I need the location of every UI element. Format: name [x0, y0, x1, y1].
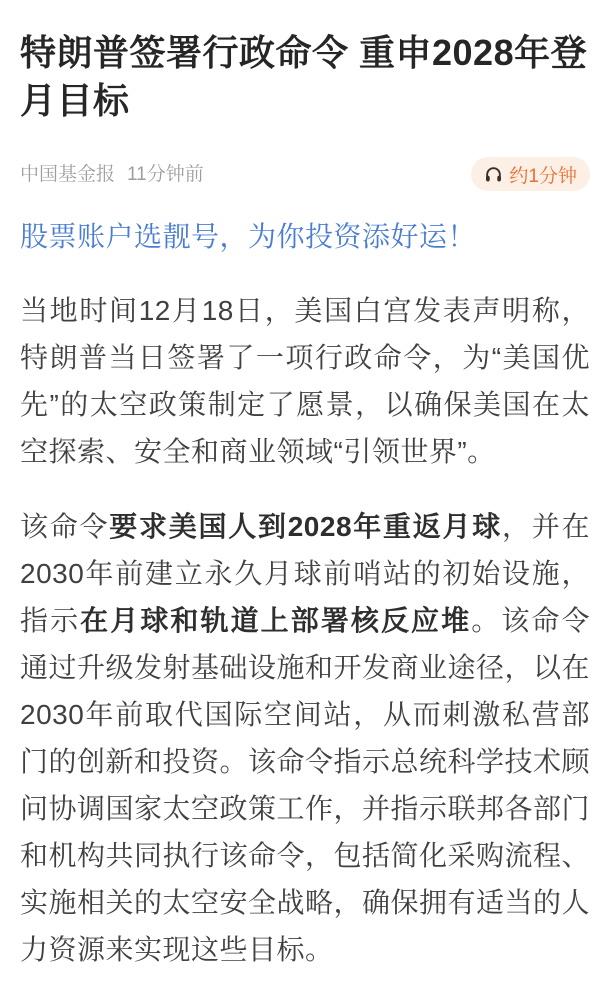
- text-segment-bold: 在月球和轨道上部署核反应堆: [80, 605, 472, 636]
- text-segment: 该命令: [20, 511, 110, 542]
- article-paragraph: [20, 287, 590, 475]
- promo-link[interactable]: 股票账户选靓号，为你投资添好运！: [20, 221, 477, 252]
- article-meta: [20, 161, 204, 188]
- article-meta-row: [20, 157, 590, 191]
- article-title: 特朗普签署行政命令 重申2028年登月目标: [20, 32, 588, 121]
- article-body: [20, 287, 590, 973]
- audio-play-button[interactable]: [471, 157, 590, 191]
- article-source: 中国基金报: [20, 163, 116, 185]
- text-segment: ，并在2030年前建立永久月球前哨站的初始设施，指示: [20, 511, 590, 636]
- text-segment-bold: 要求美国人到2028年重返月球: [109, 511, 502, 542]
- headphones-icon: [484, 165, 503, 184]
- article-paragraph: [20, 503, 590, 973]
- audio-duration-label: 约1分钟: [509, 165, 577, 187]
- article-timestamp: 11分钟前: [127, 163, 204, 185]
- text-segment: 。该命令通过升级发射基础设施和开发商业途径，以在2030年前取代国际空间站，从而刺激私营部门的创新和投资。该命令指示总统科学技术顾问协调国家太空政策工作，并指示联邦各部门和机构共同执行该命令，包括简化采购流程、实施相关的太空安全战略，确保拥有适当的人力资源来实现这些目标。: [20, 605, 591, 965]
- text-segment: 当地时间12月18日，美国白宫发表声明称，特朗普当日签署了一项行政命令，为“美国优先”的太空政策制定了愿景，以确保美国在太空探索、安全和商业领域“引领世界”。: [20, 295, 590, 467]
